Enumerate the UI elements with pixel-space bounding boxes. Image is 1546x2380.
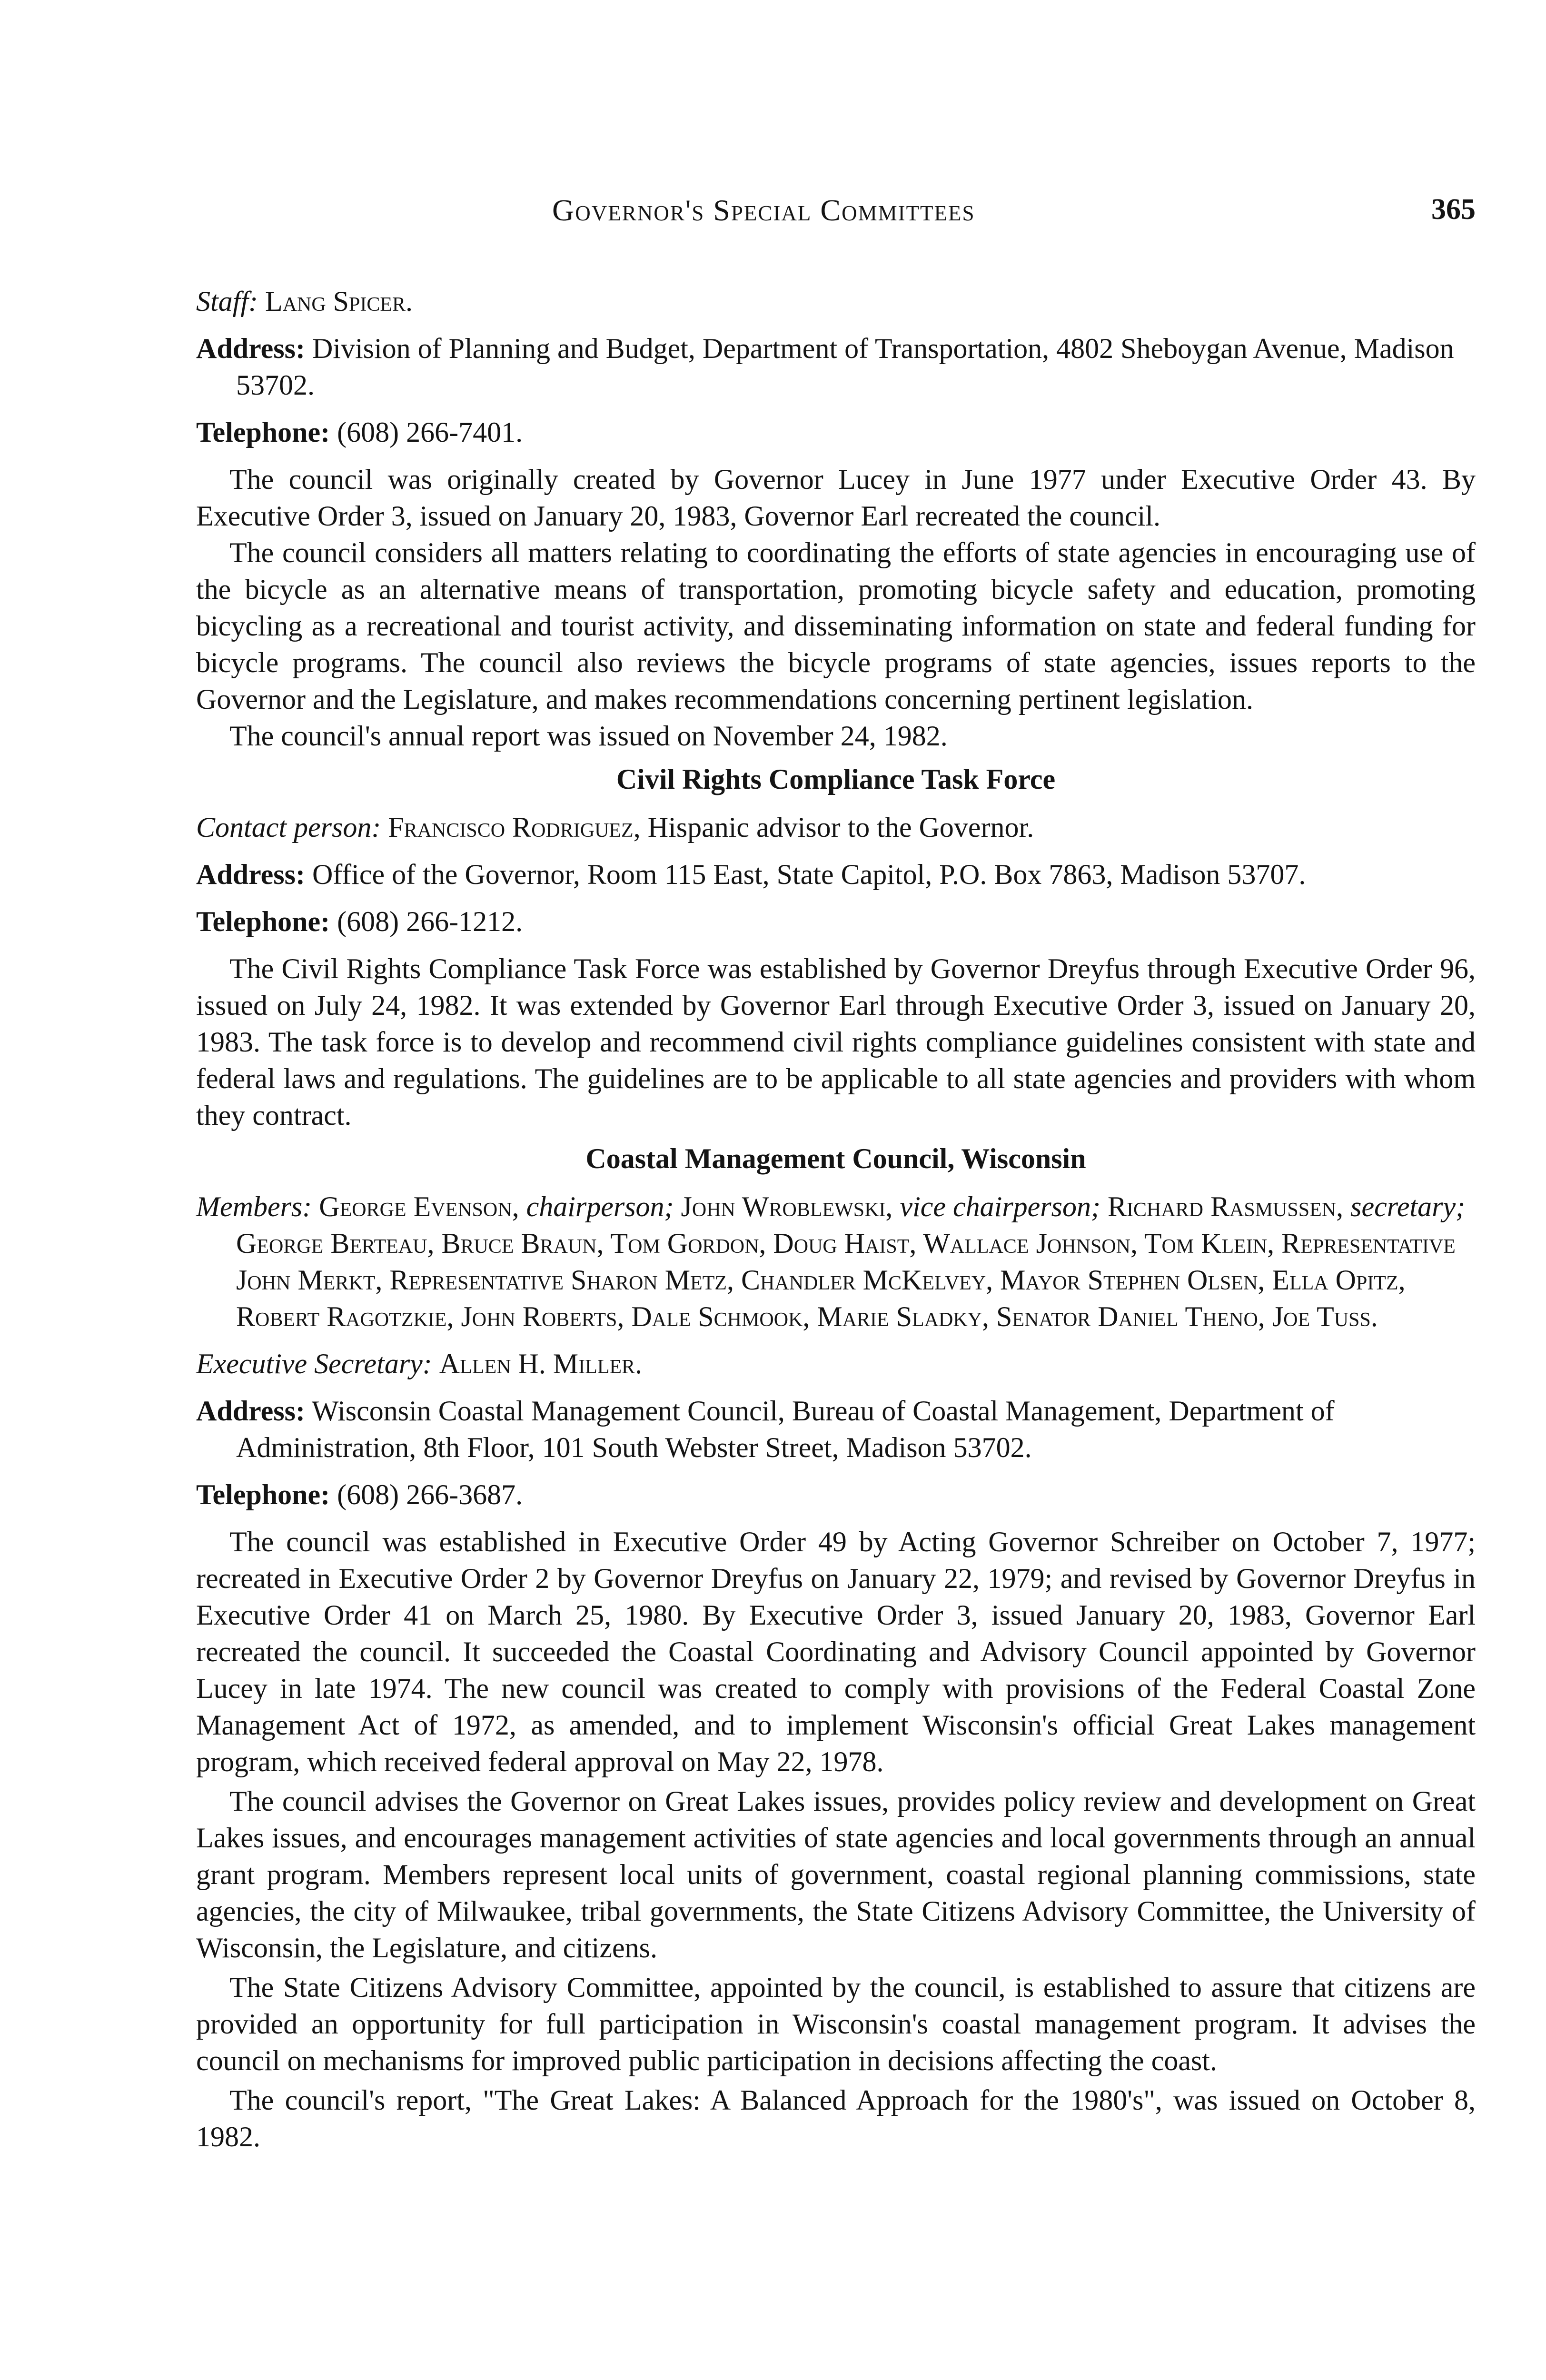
address-text: Wisconsin Coastal Management Council, Bureau of Coastal Management, Department of Administration, 8th Floor, 101 South Webster Street, Madison 53702.: [236, 1395, 1335, 1463]
body-paragraph: The council was originally created by Governor Lucey in June 1977 under Executive Order 43. By Executive Order 3, issued on January 20, 1983, Governor Earl recreated the council.: [196, 464, 1476, 532]
address-label: Address:: [196, 1395, 305, 1427]
member-name: John Wroblewski,: [681, 1191, 893, 1222]
member-name: George Evenson,: [319, 1191, 519, 1222]
address-label: Address:: [196, 333, 305, 364]
section-title: Coastal Management Council, Wisconsin: [585, 1143, 1086, 1174]
member-role: secretary;: [1350, 1191, 1466, 1222]
body-paragraph: The council considers all matters relating to coordinating the efforts of state agencies in encouraging use of the bicycle as an alternative means of transportation, promoting bicycle safety and education, promoting bicycling as a recreational and tourist activity, and disseminating information on state and federal funding for bicycle programs. The council also reviews the bicycle programs of state agencies, issues reports to the Governor and the Legislature, and makes recommendations concerning pertinent legislation.: [196, 537, 1476, 715]
contact-line: [196, 809, 1476, 846]
address-text: Office of the Governor, Room 115 East, State Capitol, P.O. Box 7863, Madison 53707.: [312, 859, 1306, 890]
executive-secretary-name: Allen H. Miller.: [439, 1348, 643, 1379]
members-label: Members:: [196, 1191, 312, 1222]
coastal-council-section: [196, 1140, 1476, 2155]
staff-name: Lang Spicer.: [265, 286, 413, 317]
body-paragraph: The council advises the Governor on Great Lakes issues, provides policy review and development on Great Lakes issues, and encourages management activities of state agencies and local governments through an annual grant program. Members represent local units of government, coastal regional planning commissions, state agencies, the city of Milwaukee, tribal governments, the State Citizens Advisory Committee, the University of Wisconsin, the Legislature, and citizens.: [196, 1785, 1476, 1964]
telephone-line: [196, 903, 1476, 940]
contact-role: Hispanic advisor to the Governor.: [647, 812, 1034, 843]
address-label: Address:: [196, 859, 305, 890]
staff-line: [196, 283, 1476, 320]
member-list: George Berteau, Bruce Braun, Tom Gordon, Doug Haist, Wallace Johnson, Tom Klein, Representative John Merkt, Representative Sharon Metz, Chandler McKelvey, Mayor Stephen Olsen, Ella Opitz, Robert Ragotzkie, John Roberts, Dale Schmook, Marie Sladky, Senator Daniel Theno, Joe Tuss.: [236, 1228, 1456, 1332]
body-paragraph: The council's report, "The Great Lakes: A Balanced Approach for the 1980's", was issued on October 8, 1982.: [196, 2084, 1476, 2152]
section-title: Civil Rights Compliance Task Force: [616, 764, 1056, 795]
telephone-text: (608) 266-3687.: [337, 1479, 523, 1510]
member-role: vice chairperson;: [900, 1191, 1100, 1222]
page-number: 365: [1431, 193, 1476, 226]
telephone-label: Telephone:: [196, 906, 330, 937]
executive-secretary-line: [196, 1346, 1476, 1382]
telephone-line: [196, 414, 1476, 451]
telephone-line: [196, 1477, 1476, 1513]
bicycle-council-section: [196, 283, 1476, 754]
body-paragraph: The council's annual report was issued on November 24, 1982.: [229, 720, 948, 752]
body-paragraph: The State Citizens Advisory Committee, appointed by the council, is established to assure that citizens are provided an opportunity for full participation in Wisconsin's coastal management program. It advises the council on mechanisms for improved public participation in decisions affecting the coast.: [196, 1972, 1476, 2076]
address-text: Division of Planning and Budget, Department of Transportation, 4802 Sheboygan Avenue, Madison 53702.: [236, 333, 1454, 401]
address-line: [196, 856, 1476, 893]
member-role: chairperson;: [526, 1191, 674, 1222]
telephone-label: Telephone:: [196, 1479, 330, 1510]
address-line: [196, 330, 1476, 404]
page-header: [552, 193, 1476, 240]
telephone-text: (608) 266-1212.: [337, 906, 523, 937]
member-name: Richard Rasmussen,: [1107, 1191, 1344, 1222]
telephone-label: Telephone:: [196, 416, 330, 448]
members-line: [196, 1189, 1476, 1335]
telephone-text: (608) 266-7401.: [337, 416, 523, 448]
contact-name: Francisco Rodriguez,: [388, 812, 641, 843]
running-head: Governor's Special Committees: [552, 193, 975, 227]
contact-label: Contact person:: [196, 812, 381, 843]
page-body: [196, 283, 1476, 2155]
executive-secretary-label: Executive Secretary:: [196, 1348, 432, 1379]
civil-rights-section: [196, 761, 1476, 1134]
staff-label: Staff:: [196, 286, 258, 317]
body-paragraph: The council was established in Executive Order 49 by Acting Governor Schreiber on October 7, 1977; recreated in Executive Order 2 by Governor Dreyfus on January 22, 1979; and revised by Governor Dreyfus in Executive Order 41 on March 25, 1980. By Executive Order 3, issued January 20, 1983, Governor Earl recreated the council. It succeeded the Coastal Coordinating and Advisory Council appointed by Governor Lucey in late 1974. The new council was created to comply with provisions of the Federal Coastal Zone Management Act of 1972, as amended, and to implement Wisconsin's official Great Lakes management program, which received federal approval on May 22, 1978.: [196, 1526, 1476, 1777]
address-line: [196, 1393, 1476, 1466]
body-paragraph: The Civil Rights Compliance Task Force was established by Governor Dreyfus through Executive Order 96, issued on July 24, 1982. It was extended by Governor Earl through Executive Order 3, issued on January 20, 1983. The task force is to develop and recommend civil rights compliance guidelines consistent with state and federal laws and regulations. The guidelines are to be applicable to all state agencies and providers with whom they contract.: [196, 953, 1476, 1131]
